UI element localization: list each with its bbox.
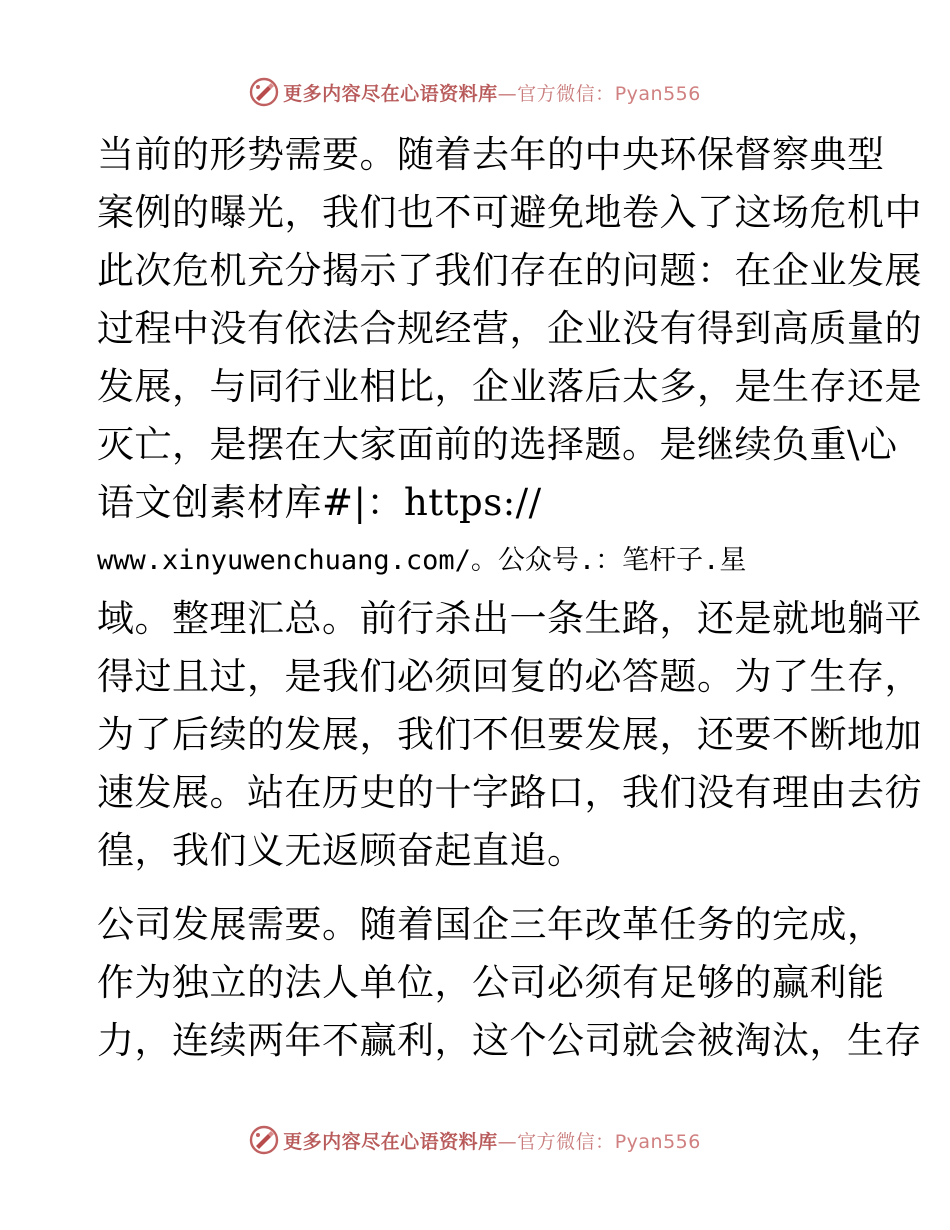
paragraph [97, 126, 922, 880]
watermark-separator: — [497, 82, 518, 105]
footer-watermark [0, 1120, 950, 1160]
watermark-text [283, 1127, 701, 1154]
text-line: 当前的形势需要。随着去年的中央环保督察典型 [97, 133, 885, 176]
watermark-text [283, 79, 701, 106]
paragraph [97, 896, 922, 1070]
text-line: 灭亡，是摆在大家面前的选择题。是继续负重\心 [97, 423, 898, 466]
watermark-official-label: 官方微信： [517, 1130, 615, 1153]
text-line: 过程中没有依法合规经营，企业没有得到高质量的 [97, 307, 922, 350]
text-line: 发展，与同行业相比，企业落后太多，是生存还是 [97, 365, 922, 408]
paragraph-gap [97, 880, 867, 896]
text-line: 速发展。站在历史的十字路口，我们没有理由去彷 [97, 771, 922, 814]
text-line: 得过且过，是我们必须回复的必答题。为了生存， [97, 655, 922, 698]
text-line: 公司发展需要。随着国企三年改革任务的完成， [97, 903, 885, 946]
header-watermark [0, 72, 950, 112]
text-line: www.xinyuwenchuang.com/。公众号.：笔杆子.星 [97, 545, 747, 576]
text-line: 语文创素材库#|：https:// [97, 481, 542, 524]
watermark-brand: 更多内容尽在心语资料库 [283, 82, 498, 105]
brand-logo-icon [249, 77, 279, 107]
watermark-separator: — [497, 1130, 518, 1153]
text-line: 案例的曝光，我们也不可避免地卷入了这场危机中 [97, 191, 922, 234]
watermark-official-label: 官方微信： [517, 82, 615, 105]
text-line: 作为独立的法人单位，公司必须有足够的赢利能 [97, 961, 885, 1004]
document-body [97, 126, 922, 1070]
watermark-id: Pyan556 [614, 82, 701, 105]
text-line: 此次危机充分揭示了我们存在的问题：在企业发展 [97, 249, 922, 292]
watermark-brand: 更多内容尽在心语资料库 [283, 1130, 498, 1153]
text-line: 为了后续的发展，我们不但要发展，还要不断地加 [97, 713, 922, 756]
text-line: 域。整理汇总。前行杀出一条生路，还是就地躺平 [97, 597, 922, 640]
brand-logo-icon [249, 1125, 279, 1155]
text-line: 徨，我们义无返顾奋起直追。 [97, 829, 585, 872]
text-line: 力，连续两年不赢利，这个公司就会被淘汰，生存 [97, 1019, 922, 1062]
watermark-id: Pyan556 [614, 1130, 701, 1153]
